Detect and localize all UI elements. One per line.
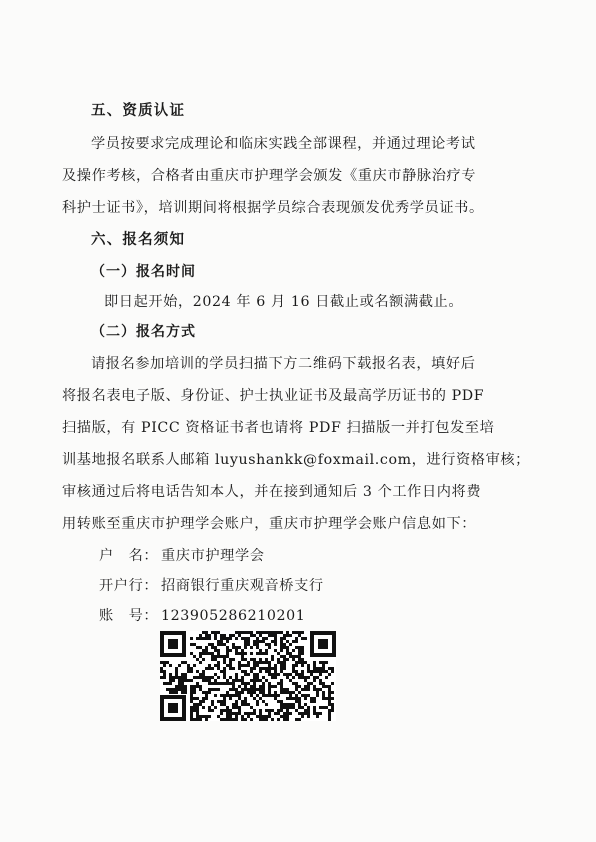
paragraph-line: 将报名表电子版、身份证、护士执业证书及最高学历证书的 PDF	[62, 388, 485, 404]
account-name-value: 重庆市护理学会	[161, 548, 265, 564]
subsection-1-heading: （一）报名时间	[91, 264, 196, 280]
account-bank-label: 开户行：	[99, 578, 159, 594]
qr-code-icon[interactable]	[160, 631, 336, 721]
subsection-2-heading: （二）报名方式	[91, 324, 196, 340]
section-5-heading: 五、资质认证	[91, 103, 186, 119]
registration-period-text: 即日起开始，2024 年 6 月 16 日截止或名额满截止。	[104, 294, 464, 310]
paragraph-line: 请报名参加培训的学员扫描下方二维码下载报名表，填好后	[91, 356, 476, 372]
section-6-heading: 六、报名须知	[91, 232, 186, 248]
paragraph-line: 及操作考核，合格者由重庆市护理学会颁发《重庆市静脉治疗专	[62, 168, 477, 184]
account-number-row	[99, 606, 305, 626]
paragraph-line-email: 训基地报名联系人邮箱 luyushankk@foxmail.com，进行资格审核；	[62, 452, 530, 468]
paragraph-line: 科护士证书》，培训期间将根据学员综合表现颁发优秀学员证书。	[62, 200, 484, 216]
paragraph-line: 学员按要求完成理论和临床实践全部课程，并通过理论考试	[91, 136, 476, 152]
account-bank-value: 招商银行重庆观音桥支行	[161, 578, 324, 594]
paragraph-line: 审核通过后将电话告知本人，并在接到通知后 3 个工作日内将费	[62, 484, 482, 500]
paragraph-line: 扫描版，有 PICC 资格证书者也请将 PDF 扫描版一并打包发至培	[62, 420, 495, 436]
paragraph-line: 用转账至重庆市护理学会账户，重庆市护理学会账户信息如下：	[62, 516, 477, 532]
account-name-row	[99, 546, 265, 566]
account-number-label: 账 号：	[99, 608, 159, 624]
account-number-value: 123905286210201	[161, 608, 306, 624]
account-name-label: 户 名：	[99, 548, 159, 564]
account-bank-row	[99, 576, 324, 596]
